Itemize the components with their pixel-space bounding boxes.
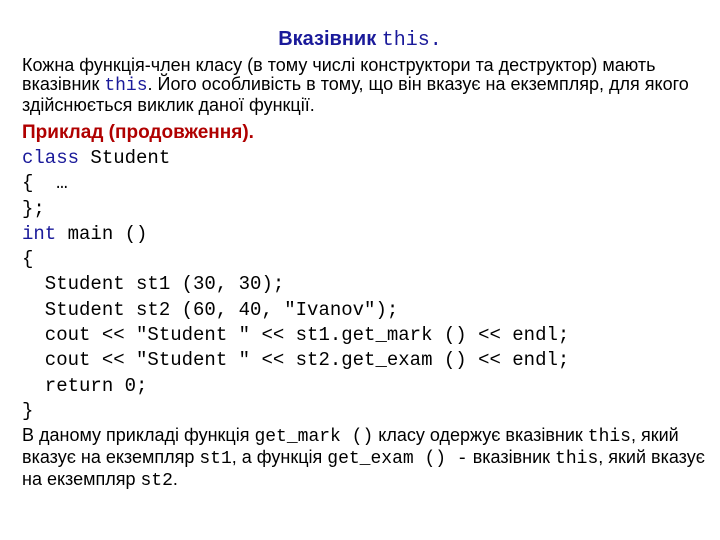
- code-line: [22, 298, 569, 323]
- outro-paragraph: [22, 425, 712, 491]
- code-line: [22, 272, 569, 297]
- outro-text: , який вказує на екземпляр: [22, 425, 679, 467]
- outro-text: , а функція: [231, 447, 328, 467]
- code-text: Student st2 (60, 40, "Ivanov");: [22, 298, 399, 321]
- code-line: [22, 146, 569, 171]
- code-keyword: int: [22, 222, 57, 245]
- slide-title: [0, 28, 720, 52]
- code-line: [22, 171, 569, 196]
- code-line: [22, 374, 569, 399]
- outro-code: this: [555, 449, 599, 469]
- code-line: [22, 399, 569, 424]
- outro-text: класу одержує вказівник: [373, 425, 588, 445]
- code-text: };: [22, 197, 45, 220]
- code-line: [22, 323, 569, 348]
- outro-code: st1: [199, 449, 232, 469]
- code-text: {: [22, 248, 34, 271]
- outro-text: В даному прикладі функція: [22, 425, 255, 445]
- code-text: return 0;: [22, 374, 148, 397]
- intro-paragraph: [22, 56, 712, 115]
- code-line: [22, 222, 569, 247]
- code-line: [22, 247, 569, 272]
- code-keyword: class: [22, 147, 80, 169]
- code-line: [22, 348, 569, 373]
- code-text: main (): [56, 222, 148, 245]
- intro-code: this: [104, 76, 148, 96]
- code-text: cout << "Student " << st1.get_mark () << endl;: [22, 324, 570, 347]
- outro-text: .: [172, 469, 178, 489]
- title-code: this.: [381, 29, 442, 52]
- outro-text: , який вказує на екземпляр: [22, 447, 705, 489]
- outro-text: вказівник: [467, 447, 556, 467]
- code-text: Student: [79, 147, 171, 169]
- outro-code: get_exam () -: [327, 449, 468, 469]
- code-text: cout << "Student " << st2.get_exam () << endl;: [22, 349, 570, 372]
- outro-code: this: [587, 427, 631, 447]
- code-text: }: [22, 399, 34, 422]
- example-label: Приклад (продовження).: [22, 122, 254, 143]
- outro-code: st2: [140, 471, 173, 491]
- code-text: Student st1 (30, 30);: [22, 273, 285, 296]
- outro-code: get_mark (): [254, 427, 374, 447]
- code-block: [22, 146, 569, 424]
- code-text: { …: [22, 172, 68, 195]
- intro-part2: . Його особливість в тому, що він вказує на екземпляр, для якого здійснюється виклик даної функції.: [22, 74, 689, 115]
- intro-part1: Кожна функція-член класу (в тому числі конструктори та деструктор) мають вказівник: [22, 55, 656, 94]
- title-text: Вказівник: [278, 28, 377, 50]
- code-line: [22, 197, 569, 222]
